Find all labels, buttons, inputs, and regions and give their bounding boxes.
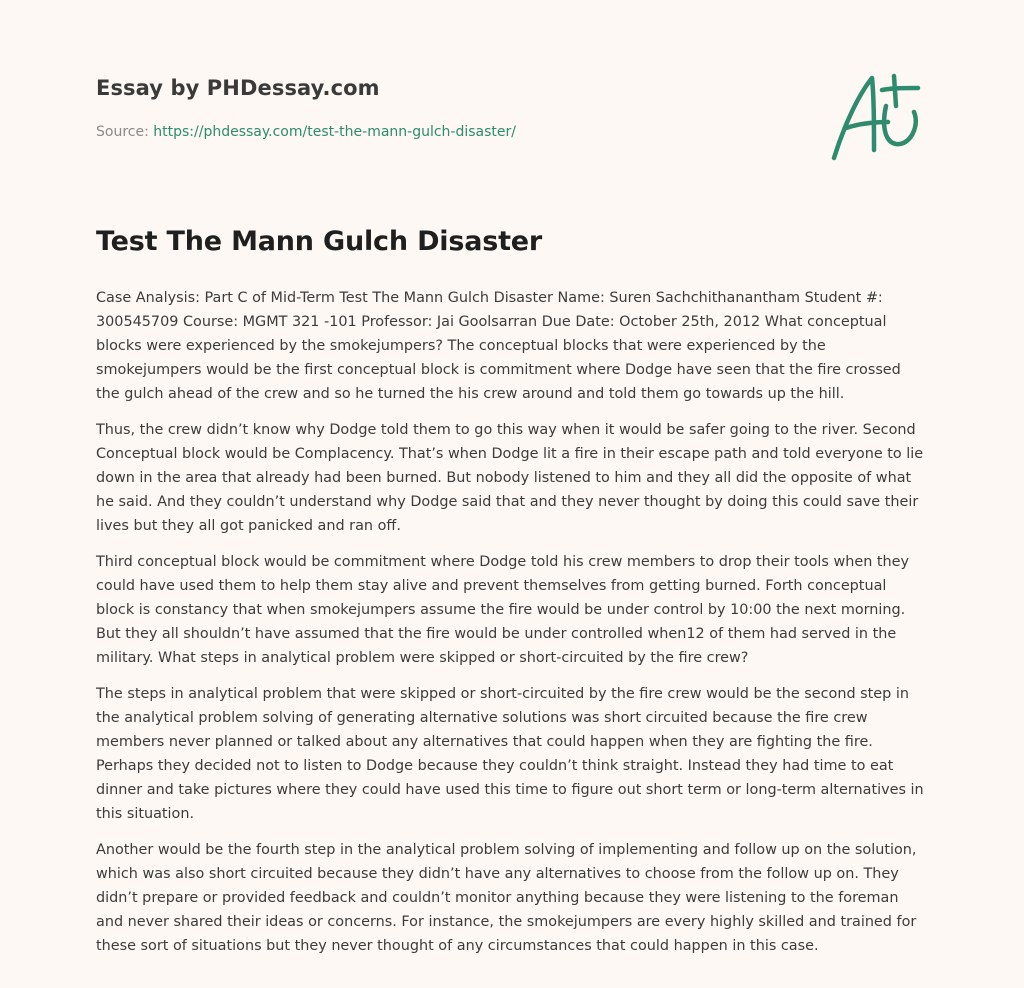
essay-paragraph: Thus, the crew didn’t know why Dodge told them to go this way when it would be safer going to the river. Second Conceptual block would be Complacency. That’s when Dodge lit a fire in their escape path and told everyone to lie down in the area that already had been burned. But nobody listened to him and they all did the opposite of what he said. And they couldn’t understand why Dodge said that and they never thought by doing this could save their lives but they all got panicked and ran off. (96, 422, 924, 534)
header (96, 0, 928, 200)
a-plus-logo-svg (828, 68, 928, 164)
essay-paragraph: Third conceptual block would be commitment where Dodge told his crew members to drop their tools when they could have used them to help them stay alive and prevent themselves from getting burned. Forth conceptual block is constancy that when smokejumpers assume the fire would be under control by 10:00 the next morning. But they all shouldn’t have assumed that the fire would be under controlled when12 of them had served in the military. What steps in analytical problem were skipped or short-circuited by the fire crew? (96, 554, 910, 666)
essay-paragraph: The steps in analytical problem that were skipped or short-circuited by the fire crew would be the second step in the analytical problem solving of generating alternative solutions was short circuited because the fire crew members never planned or talked about any alternatives that could happen when they are fighting the fire. Perhaps they decided not to listen to Dodge because they couldn’t think straight. Instead they had time to eat dinner and take pictures where they could have used this time to figure out short term or long-term alternatives in this situation. (96, 686, 924, 822)
a-plus-logo-icon (828, 68, 928, 164)
essay-body (96, 286, 928, 970)
source-line (96, 124, 516, 140)
site-brand: Essay by PHDessay.com (96, 76, 380, 100)
source-link[interactable]: https://phdessay.com/test-the-mann-gulch-disaster/ (153, 124, 517, 140)
essay-title: Test The Mann Gulch Disaster (96, 226, 543, 257)
essay-paragraph: Another would be the fourth step in the analytical problem solving of implementing and follow up on the solution, which was also short circuited because they didn’t have any alternatives to choose from the follow up on. They didn’t prepare or provided feedback and couldn’t monitor anything because they were listening to the foreman and never shared their ideas or concerns. For instance, the smokejumpers are every highly skilled and trained for these sort of situations but they never thought of any circumstances that could happen in this case. (96, 842, 917, 954)
source-label: Source: (96, 124, 154, 140)
essay-paragraph: Case Analysis: Part C of Mid-Term Test The Mann Gulch Disaster Name: Suren Sachchithanantham Student #: 300545709 Course: MGMT 321 -101 Professor: Jai Goolsarran Due Date: October 25th, 2012 What conceptual blocks were experienced by the smokejumpers? The conceptual blocks that were experienced by the smokejumpers would be the first conceptual block is commitment where Dodge have seen that the fire crossed the gulch ahead of the crew and so he turned the his crew around and told them go towards up the hill. (96, 290, 901, 402)
